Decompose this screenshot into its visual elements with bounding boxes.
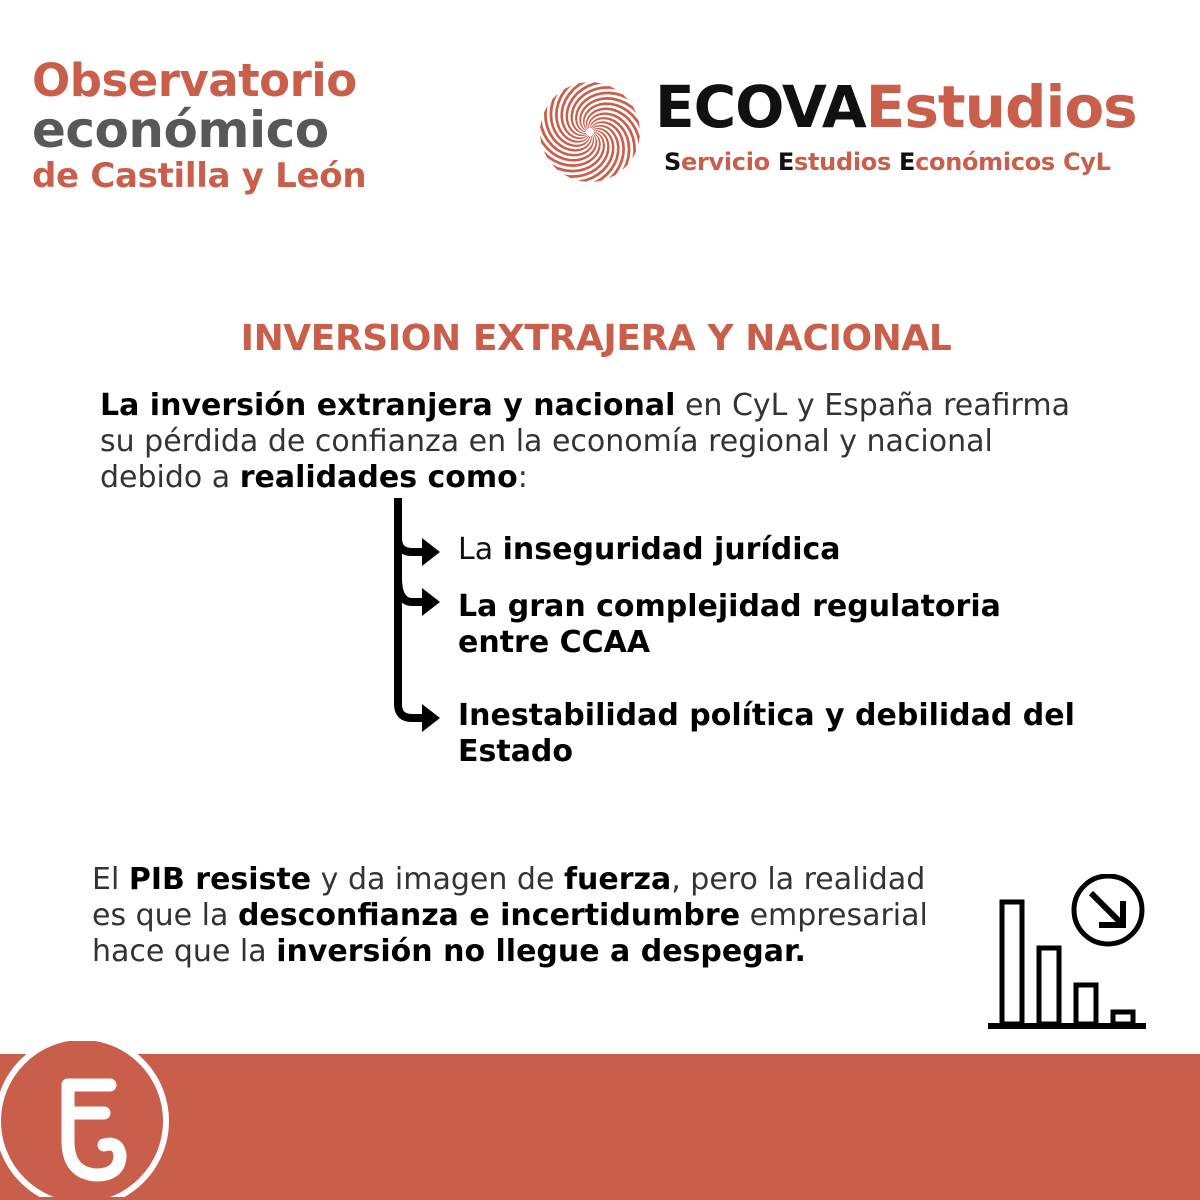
intro-text-2: :	[517, 460, 528, 495]
ecova-sub-3: conómicos	[915, 148, 1063, 176]
closing-t4: empresarial hace que la	[92, 898, 928, 969]
reason-item-2	[458, 589, 1058, 661]
ecova-title-a: ECOVA	[655, 73, 866, 141]
closing-t3: , pero la realidad es que la	[92, 862, 926, 933]
ecova-subtitle	[664, 148, 1111, 176]
closing-b4: inversión no llegue a despegar.	[276, 934, 806, 969]
observatorio-line3: de Castilla y León	[32, 156, 367, 196]
closing-b2: fuerza	[563, 862, 672, 897]
ecova-sub-cyl: CyL	[1062, 148, 1111, 176]
observatorio-logo-text	[32, 54, 412, 196]
closing-b1: PIB resiste	[128, 862, 312, 897]
ecova-monogram-icon	[0, 1041, 172, 1197]
intro-bold-1: La inversión extranjera y nacional	[100, 388, 676, 423]
reason-1-bold: inseguridad jurídica	[502, 532, 841, 567]
closing-t2: y da imagen de	[311, 862, 564, 897]
reason-1-prefix: La	[458, 532, 503, 567]
intro-text-1: en CyL y España reafirma su pérdida de confianza en la economía regional y nacional debido a	[100, 388, 1070, 495]
ecova-sub-s: S	[664, 148, 681, 176]
ecova-sub-e1: E	[777, 148, 794, 176]
ecova-title	[655, 73, 1137, 141]
observatorio-line1: Observatorio	[32, 54, 357, 107]
spiral-logo-icon	[538, 80, 642, 184]
ecova-sub-2: studios	[794, 148, 899, 176]
reason-2-bold: La gran complejidad regulatoria entre CCAA	[458, 589, 1001, 660]
branch-arrows-icon	[380, 498, 450, 738]
intro-bold-2: realidades como	[239, 460, 518, 495]
footer-bar	[0, 1054, 1200, 1200]
closing-paragraph	[92, 862, 952, 970]
observatorio-line2: económico	[32, 101, 329, 159]
ecova-sub-e2: E	[898, 148, 916, 176]
ecova-title-b: Estudios	[865, 73, 1137, 141]
ecova-sub-1: ervicio	[681, 148, 778, 176]
reason-3-bold: Inestabilidad política y debilidad del Estado	[458, 698, 1075, 769]
declining-bar-chart-icon	[986, 874, 1148, 1034]
reason-item-1	[458, 532, 841, 568]
spiral-center	[586, 128, 594, 136]
closing-t1: El	[92, 862, 129, 897]
intro-paragraph	[100, 388, 1100, 496]
reason-item-3	[458, 698, 1098, 770]
section-title: INVERSION EXTRAJERA Y NACIONAL	[240, 318, 952, 359]
closing-b3: desconfianza e incertidumbre	[237, 898, 741, 933]
